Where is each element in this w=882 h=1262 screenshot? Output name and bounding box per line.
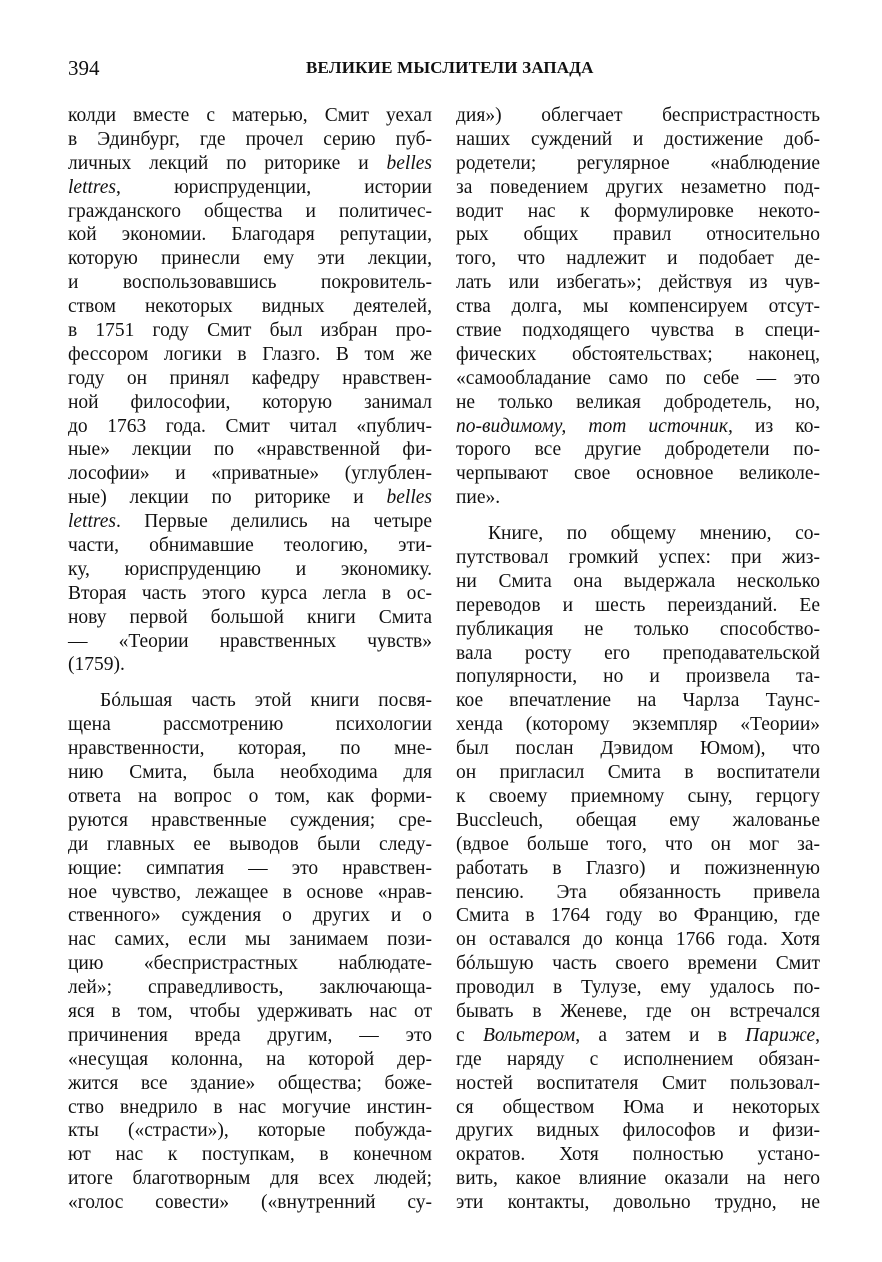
text-line: цию «беспристрастных наблюдате- [68,953,432,975]
text-line: публикация не только способство- [456,618,820,640]
text-line: был послан Дэвидом Юмом), что [456,738,820,760]
text-line: до 1763 года. Смит читал «публич- [68,415,432,437]
text-line: ной философии, которую занимал [68,391,432,413]
running-head: ВЕЛИКИЕ МЫСЛИТЕЛИ ЗАПАДА [306,58,594,77]
text-line: lettres, юриспруденции, истории [68,176,432,198]
text-line: ство внедрило в нас могучие инстин- [68,1096,432,1118]
text-line: ющие: симпатия — это нравствен- [68,857,432,879]
text-line: лософии» и «приватные» (углублен- [68,463,432,485]
text-line: пенсию. Эта обязанность привела [456,881,820,903]
text-line: «самообладание само по себе — это [456,367,820,389]
text-line: нас самих, если мы занимаем пози- [68,929,432,951]
text-line: ные» лекции по «нравственной фи- [68,439,432,461]
text-line: эти контакты, довольно трудно, не [456,1192,820,1214]
text-line: Вторая часть этого курса легла в ос- [68,582,432,604]
text-line: популярности, но и произвела та- [456,666,820,688]
text-line: пие». [456,487,501,509]
text-line: он пригласил Смита в воспитатели [456,762,820,784]
text-line: ответа на вопрос о том, как форми- [68,785,432,807]
text-line: гражданского общества и политичес- [68,200,432,222]
text-line: черпывают свое основное великоле- [456,463,820,485]
text-line: дия») облегчает беспристрастность [456,105,820,126]
text-line: кой экономии. Благодаря репутации, [68,224,432,246]
text-line: и воспользовавшись покровитель- [68,272,432,294]
text-line: личных лекций по риторике и belles [68,152,432,174]
text-line: других видных философов и физи- [456,1120,820,1142]
text-line: работать в Глазго) и пожизненную [456,857,820,879]
text-line: итоге благотворным для всех людей; [68,1168,432,1190]
text-line: ся обществом Юма и некоторых [456,1096,820,1118]
text-line: ством некоторых видных деятелей, [68,296,432,318]
paragraph [456,104,820,510]
text-line: части, обнимавшие теологию, эти- [68,535,432,557]
text-line: наших суждений и достижение доб- [456,128,820,150]
text-line: нию Смита, была необходима для [68,762,432,784]
page-header [68,56,818,86]
text-line: причинения вреда другим, — это [68,1024,432,1046]
text-line: торого все другие добродетели по- [456,439,820,461]
text-line: ни Смита она выдержала несколько [456,570,820,592]
text-line: нравственности, которая, по мне- [68,738,432,760]
paragraph [68,689,432,1215]
text-line: ное чувство, лежащее в основе «нрав- [68,881,432,903]
text-line: ют нас к поступкам, в конечном [68,1144,432,1166]
text-line: путствовал громкий успех: при жиз- [456,547,820,569]
text-line: ные) лекции по риторике и belles [68,487,432,509]
text-line: он оставался до конца 1766 года. Хотя [456,929,820,951]
text-line: яся в том, чтобы удерживать нас от [68,1000,432,1022]
text-line: колди вместе с матерью, Смит уехал [68,105,432,126]
paragraph [68,104,432,677]
text-line: бывать в Женеве, где он встречался [456,1000,820,1022]
text-line: в Эдинбург, где прочел серию пуб- [68,128,432,150]
text-line: вала росту его преподавательской [456,642,820,664]
text-line: ку, юриспруденцию и экономику. [68,558,432,580]
text-line: году он принял кафедру нравствен- [68,367,432,389]
text-line: водит нас к формулировке некото- [456,200,820,222]
text-line: кты («страсти»), которые побужда- [68,1120,432,1142]
text-line: жится все здание» общества; боже- [68,1072,432,1094]
text-line: ократов. Хотя полностью устано- [456,1144,820,1166]
text-line: родетели; регулярное «наблюдение [456,152,820,174]
text-line: по-видимому, тот источник, из ко- [456,415,820,437]
text-line: за поведением других незаметно под- [456,176,820,198]
text-line: ди главных ее выводов были следу- [68,833,432,855]
text-line: переводов и шесть переизданий. Ее [456,594,820,616]
text-line: Смита в 1764 году во Францию, где [456,905,820,927]
text-line: ностей воспитателя Смит пользовал- [456,1072,820,1094]
text-line: бóльшую часть своего времени Смит [456,953,820,975]
text-line: — «Теории нравственных чувств» [68,630,432,652]
text-line: «несущая колонна, на которой дер- [68,1048,432,1070]
right-column [456,104,820,1215]
text-line: ства долга, мы компенсируем отсут- [456,296,820,318]
text-line: рых общих правил относительно [456,224,820,246]
left-column [68,104,432,1215]
text-line: фических обстоятельствах; наконец, [456,343,820,365]
text-line: в 1751 году Смит был избран про- [68,320,432,342]
text-line: не только великая добродетель, но, [456,391,820,413]
text-line: хенда (которому экземпляр «Теории» [456,714,820,736]
text-line: lettres. Первые делились на четыре [68,511,432,533]
text-line: фессором логики в Глазго. В том же [68,343,432,365]
text-line: того, что надлежит и подобает де- [456,248,820,270]
text-line: (1759). [68,654,125,676]
text-line: нову первой большой книги Смита [68,606,432,628]
text-line: (вдвое больше того, что он мог за- [456,833,820,855]
text-line: Buccleuch, обещая ему жалованье [456,809,820,831]
text-line: «голос совести» («внутренний су- [68,1192,432,1214]
text-line: где наряду с исполнением обязан- [456,1048,820,1070]
text-line: с Вольтером, а затем и в Париже, [456,1024,821,1046]
text-line: лать или избегать»; действуя из чув- [456,272,820,294]
text-line: ствие подходящего чувства в специ- [456,320,820,342]
text-line: к своему приемному сыну, герцогу [456,785,820,807]
page-number: 394 [68,56,100,80]
text-line: щена рассмотрению психологии [68,714,432,736]
paragraph [456,522,820,1215]
text-line: Бóльшая часть этой книги посвя- [100,690,432,712]
text-line: Книге, по общему мнению, со- [488,523,820,545]
text-line: руются нравственные суждения; сре- [68,809,432,831]
text-line: вить, какое влияние оказали на него [456,1168,820,1190]
text-line: лей»; справедливость, заключающа- [68,977,432,999]
text-line: которую принесли ему эти лекции, [68,248,432,270]
text-line: ственного» суждения о других и о [68,905,432,927]
text-line: кое впечатление на Чарлза Таунс- [456,690,820,712]
text-line: проводил в Тулузе, ему удалось по- [456,977,820,999]
